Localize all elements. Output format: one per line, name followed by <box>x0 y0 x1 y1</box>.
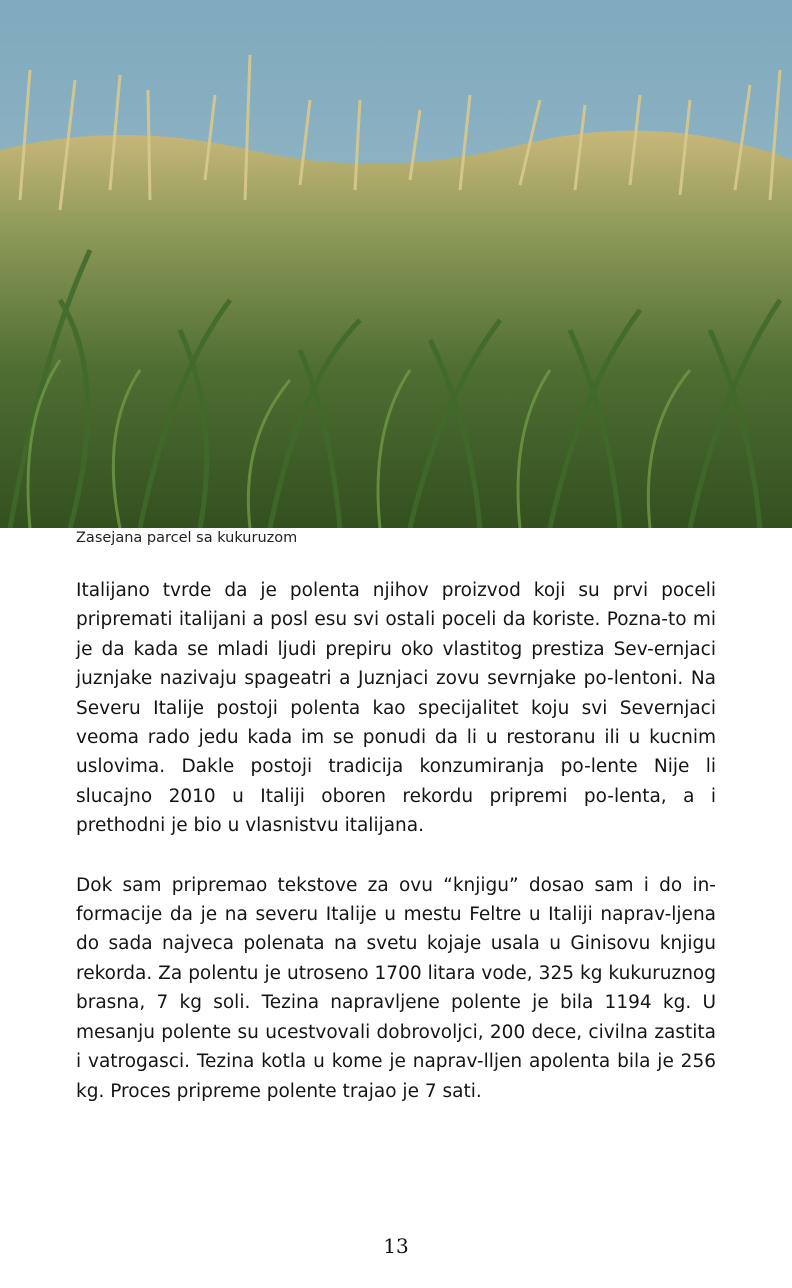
image-caption: Zasejana parcel sa kukuruzom <box>76 530 298 546</box>
corn-field-photo <box>0 0 792 528</box>
paragraph-2: Dok sam pripremao tekstove za ovu “knjigu” dosao sam i do in-formacije da je na severu Italije u mestu Feltre u Italiji naprav-ljena do sada najveca polenata na svetu kojaje usala u Ginisovu knjigu rekorda. Za polentu je utroseno 1700 litara vode, 325 kg kukuruznog brasna, 7 kg soli. Tezina napravljene polente je bila 1194 kg. U mesanju polente su ucestvovali dobrovoljci, 200 dece, civilna zastita i vatrogasci. Tezina kotla u kome je naprav-lljen apolenta bila je 256 kg. Proces pripreme polente trajao je 7 sati. <box>76 874 716 1102</box>
page-number: 13 <box>383 1234 409 1258</box>
paragraph-1: Italijano tvrde da je polenta njihov proizvod koji su prvi poceli pripremati italijani a posl esu svi ostali poceli da koriste. Pozna-to mi je da kada se mladi ljudi prepiru oko vlastitog prestiza Sev-ernjaci juznjake nazivaju spageatri a Juznjaci zovu sevrnjake po-lentoni. Na Severu Italije postoji polenta kao specijalitet koju svi Severnjaci veoma rado jedu kada im se ponudi da li u restoranu ili u kucnim uslovima. Dakle postoji tradicija konzumiranja po-lente Nije li slucajno 2010 u Italiji oboren rekordu pripremi po-lenta, a i prethodni je bio u vlasnistvu italijana. <box>76 580 716 837</box>
body-text <box>76 576 716 1106</box>
